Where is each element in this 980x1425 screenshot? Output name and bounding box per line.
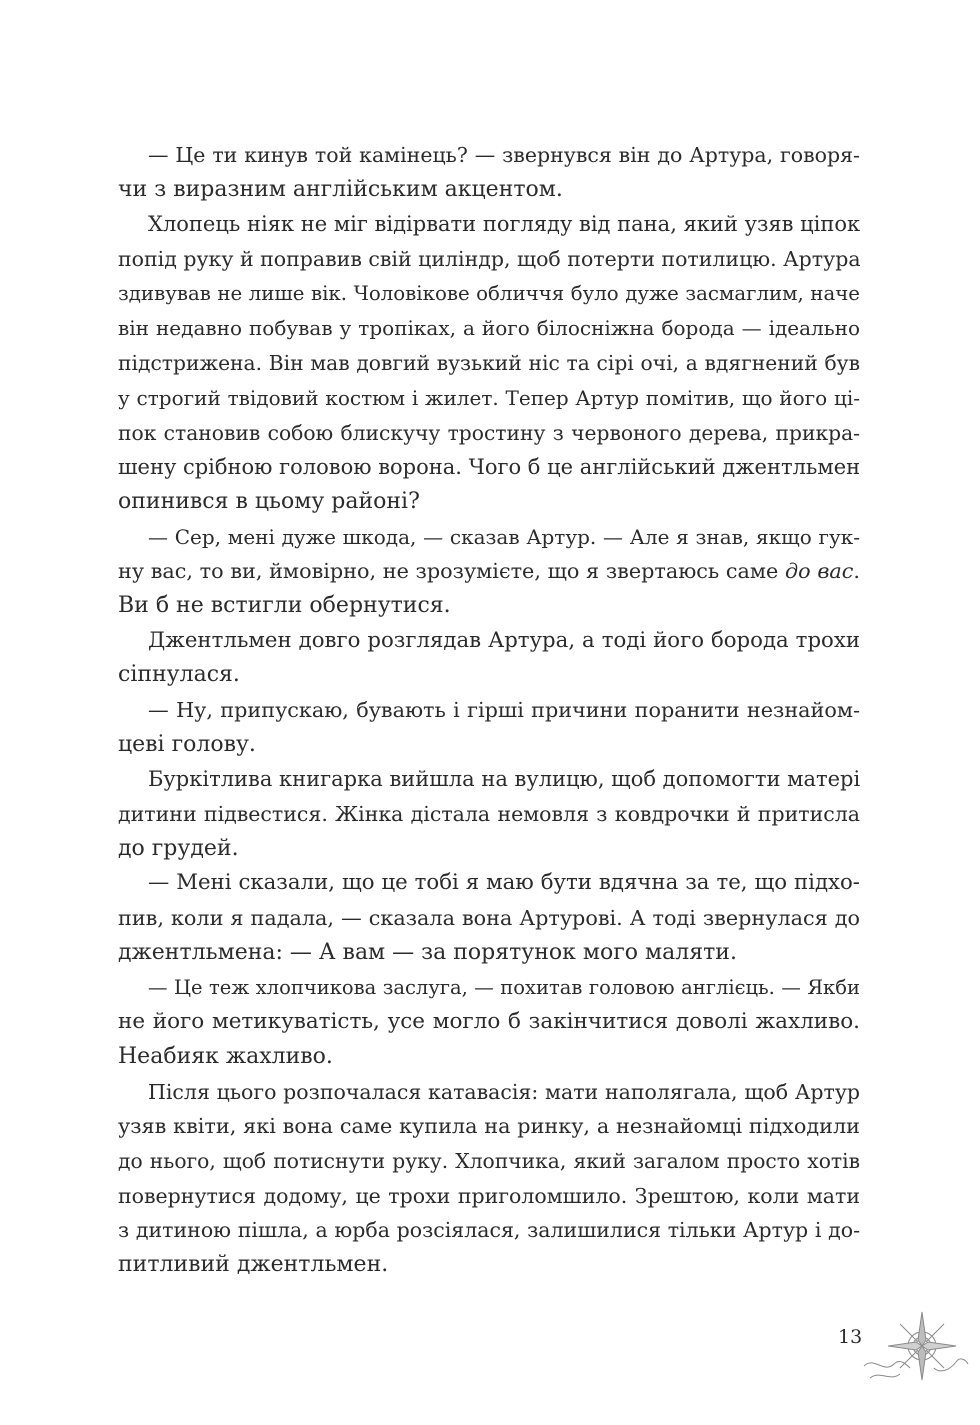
text-line: дитини підвестися. Жінка дістала немовля з ковдрочки й притисла bbox=[118, 802, 860, 827]
text-line: — Це теж хлопчикова заслуга, — похитав головою англієць. — Якби bbox=[148, 975, 860, 999]
text-line: Після цього розпочалася катавасія: мати наполягала, щоб Артур bbox=[148, 1079, 860, 1104]
paragraph bbox=[118, 971, 860, 1075]
text-line: до грудей. bbox=[118, 835, 239, 861]
text-line: джентльмена: — А вам — за порятунок мого маляти. bbox=[118, 939, 737, 965]
text-line: він недавно побував у тропіках, а його білосніжна борода — ідеально bbox=[118, 316, 860, 341]
text-line: опинився в цьому районі? bbox=[118, 488, 420, 514]
page-number: 13 bbox=[838, 1326, 863, 1348]
compass-rose-ornament-icon bbox=[860, 1308, 970, 1388]
text-line: — Це ти кинув той камінець? — звернувся він до Артура, говоря- bbox=[148, 143, 860, 167]
paragraph bbox=[118, 866, 860, 970]
paragraph bbox=[118, 624, 860, 693]
text-line: пив, коли я падала, — сказала вона Артурові. А тоді звернулася до bbox=[118, 906, 860, 931]
text-line: Джентльмен довго розглядав Артура, а тоді його борода трохи bbox=[148, 627, 860, 653]
paragraph bbox=[118, 207, 860, 519]
text-line: пок становив собою блискучу тростину з червоного дерева, прикра- bbox=[118, 420, 860, 445]
text-line: попід руку й поправив свій циліндр, щоб потерти потилицю. Артура bbox=[118, 247, 861, 272]
text-line: до нього, щоб потиснути руку. Хлопчика, який загалом просто хотів bbox=[118, 1148, 860, 1173]
text-line: питливий джентльмен. bbox=[118, 1252, 389, 1277]
text-line: — Мені сказали, що це тобі я маю бути вдячна за те, що підхо- bbox=[148, 870, 860, 896]
text-line: з дитиною пішла, а юрба розсіялася, залишилися тільки Артур і до- bbox=[118, 1218, 860, 1243]
text-line: цеві голову. bbox=[118, 731, 256, 757]
text-line: Хлопець ніяк не міг відірвати погляду від пана, який узяв ціпок bbox=[148, 212, 861, 237]
paragraph bbox=[118, 693, 860, 762]
paragraph bbox=[118, 1075, 860, 1283]
text-line: — Сер, мені дуже шкода, — сказав Артур. — Але я знав, якщо гук- bbox=[148, 524, 860, 549]
paragraph bbox=[118, 138, 860, 207]
text-line: повернутися додому, це трохи приголомшило. Зрештою, коли мати bbox=[118, 1183, 860, 1208]
text-line: Ви б не встигли обернутися. bbox=[118, 592, 451, 618]
paragraph bbox=[118, 762, 860, 866]
text-line: узяв квіти, які вона саме купила на ринку, а незнайомці підходили bbox=[118, 1114, 860, 1139]
body-text bbox=[118, 138, 860, 1283]
text-line: ну вас, то ви, ймовірно, не зрозумієте, що я звертаюсь саме до вас. bbox=[118, 559, 861, 584]
text-line: здивував не лише вік. Чоловікове обличчя було дуже засмаглим, наче bbox=[118, 281, 860, 305]
paragraph bbox=[118, 520, 860, 624]
text-line: у строгий твідовий костюм і жилет. Тепер Артур помітив, що його ці- bbox=[118, 385, 860, 410]
text-line: не його метикуватість, усе могло б закінчитися доволі жахливо. bbox=[118, 1009, 860, 1035]
text-line: Буркітлива книгарка вийшла на вулицю, щоб допомогти матері bbox=[148, 767, 861, 792]
text-line: сіпнулася. bbox=[118, 662, 240, 688]
text-line: підстрижена. Він мав довгий вузький ніс та сірі очі, а вдягнений був bbox=[118, 351, 860, 376]
text-line: Неабияк жахливо. bbox=[118, 1043, 333, 1069]
text-line: чи з виразним англійським акцентом. bbox=[118, 176, 563, 202]
text-line: шену срібною головою ворона. Чого б це англійський джентльмен bbox=[118, 455, 861, 480]
text-line: — Ну, припускаю, бувають і гірші причини поранити незнайом- bbox=[148, 698, 860, 722]
